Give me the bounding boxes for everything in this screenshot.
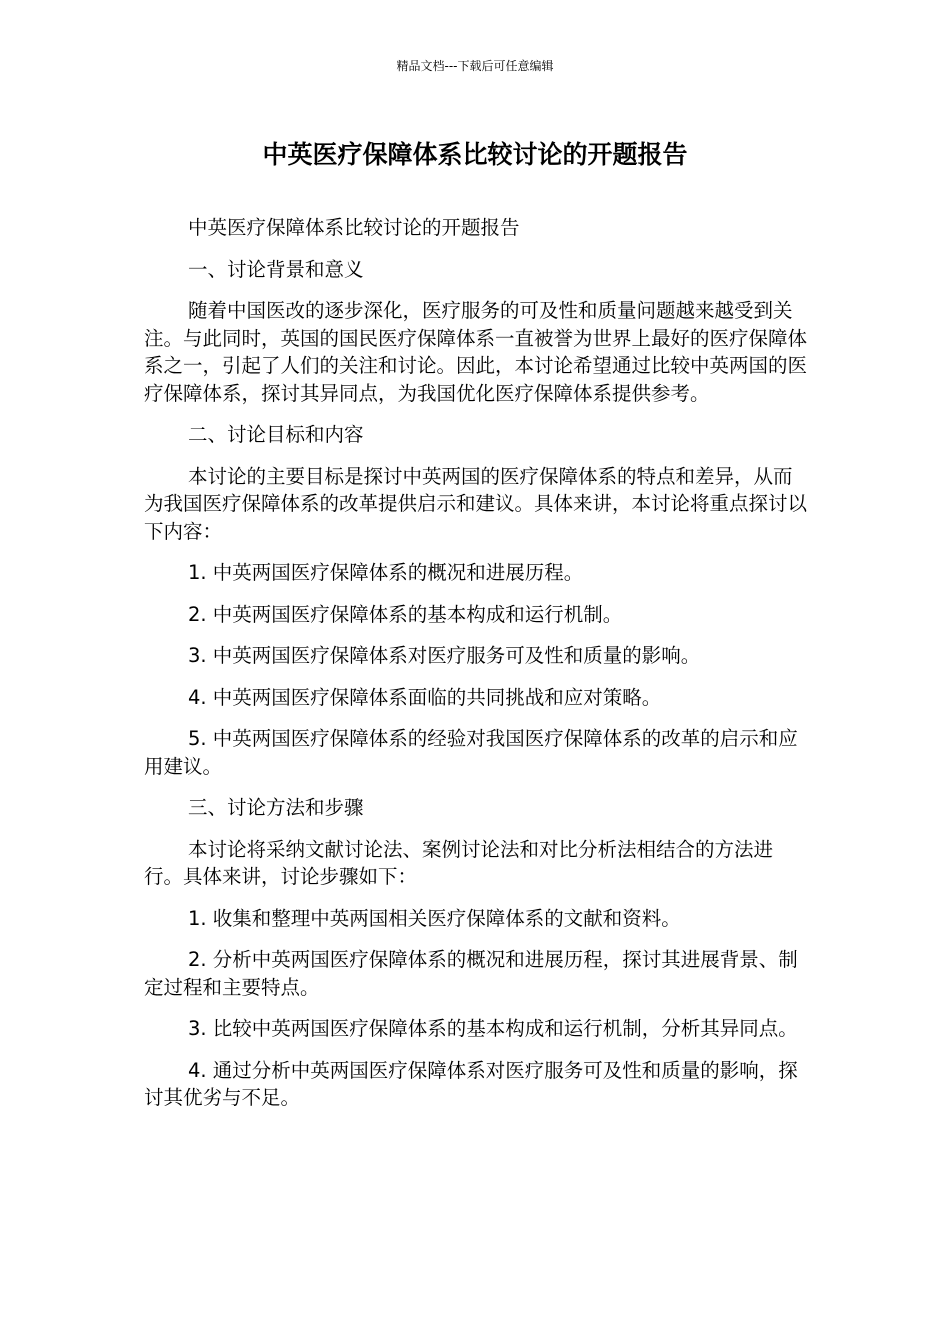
section-heading-background: 一、讨论背景和意义 (188, 257, 364, 281)
page-header: 精品文档---下载后可任意编辑 (396, 59, 554, 73)
paragraph-goals: 本讨论的主要目标是探讨中英两国的医疗保障体系的特点和差异，从而为我国医疗保障体系的改革提供启示和建议。具体来讲，本讨论将重点探讨以下内容： (144, 464, 808, 543)
list-item-step-4: 4. 通过分析中英两国医疗保障体系对医疗服务可及性和质量的影响，探讨其优劣与不足。 (144, 1058, 798, 1109)
document-body (144, 214, 808, 1126)
paragraph-methods: 本讨论将采纳文献讨论法、案例讨论法和对比分析法相结合的方法进行。具体来讲，讨论步骤如下： (144, 837, 774, 888)
paragraph-subtitle: 中英医疗保障体系比较讨论的开题报告 (188, 216, 520, 239)
list-item-step-2: 2. 分析中英两国医疗保障体系的概况和进展历程，探讨其进展背景、制定过程和主要特点。 (144, 948, 798, 999)
list-item-goal-3: 3. 中英两国医疗保障体系对医疗服务可及性和质量的影响。 (188, 644, 701, 667)
list-item-step-1: 1. 收集和整理中英两国相关医疗保障体系的文献和资料。 (188, 906, 681, 930)
list-item-goal-1: 1. 中英两国医疗保障体系的概况和进展历程。 (188, 561, 584, 584)
paragraph-background: 随着中国医改的逐步深化，医疗服务的可及性和质量问题越来越受到关注。与此同时，英国的国民医疗保障体系一直被誉为世界上最好的医疗保障体系之一，引起了人们的关注和讨论。因此，本讨论希望通过比较中英两国的医疗保障体系，探讨其异同点，为我国优化医疗保障体系提供参考。 (144, 299, 808, 405)
list-item-goal-5: 5. 中英两国医疗保障体系的经验对我国医疗保障体系的改革的启示和应用建议。 (144, 727, 798, 778)
section-heading-methods: 三、讨论方法和步骤 (188, 796, 364, 819)
list-item-goal-4: 4. 中英两国医疗保障体系面临的共同挑战和应对策略。 (188, 685, 662, 709)
list-item-step-3: 3. 比较中英两国医疗保障体系的基本构成和运行机制，分析其异同点。 (188, 1017, 798, 1040)
document-title: 中英医疗保障体系比较讨论的开题报告 (262, 140, 688, 169)
section-heading-goals: 二、讨论目标和内容 (188, 423, 364, 446)
list-item-goal-2: 2. 中英两国医疗保障体系的基本构成和运行机制。 (188, 602, 623, 626)
